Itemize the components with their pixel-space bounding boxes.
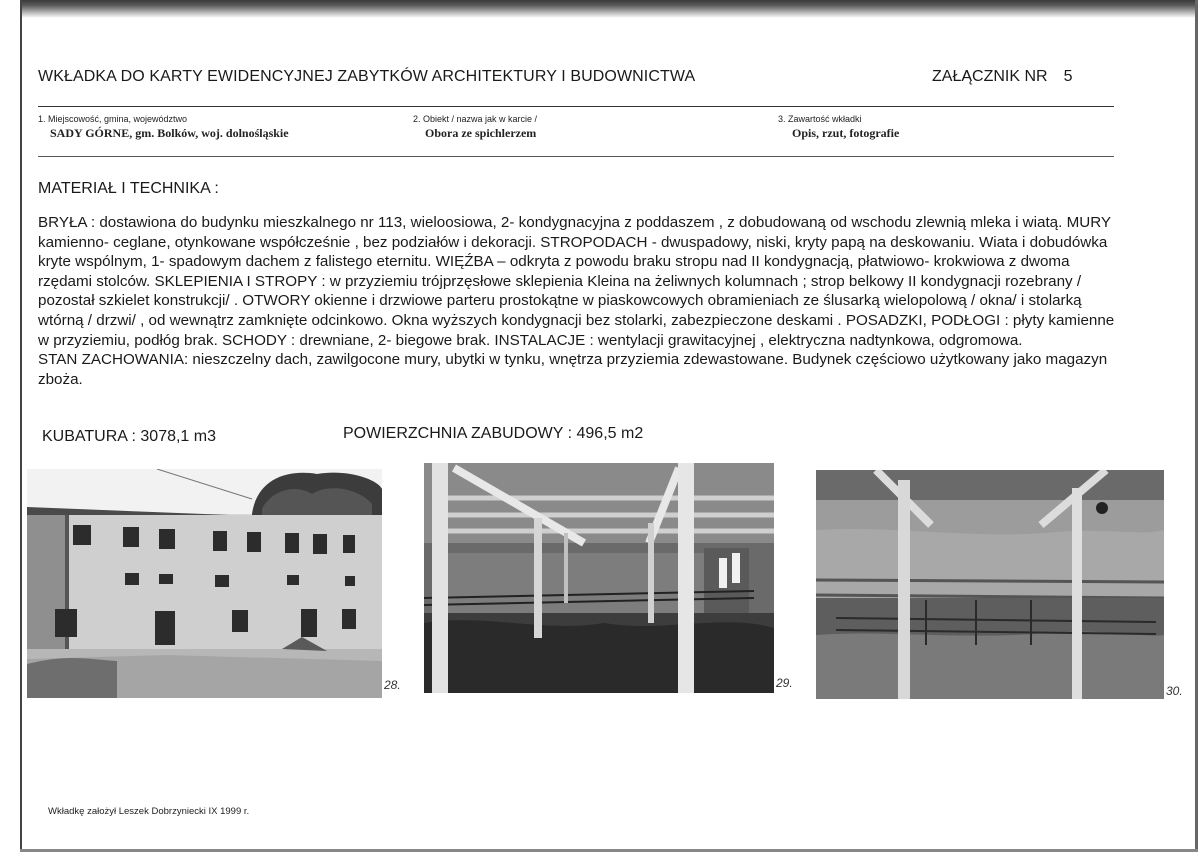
field-object xyxy=(413,114,537,141)
photo-exterior xyxy=(27,469,382,698)
photo-number-30: 30. xyxy=(1166,684,1183,698)
field-object-label: 2. Obiekt / nazwa jak w karcie / xyxy=(413,114,538,124)
document-title: WKŁADKA DO KARTY EWIDENCYJNEJ ZABYTKÓW ARCHITEKTURY I BUDOWNICTWA xyxy=(38,68,696,85)
scan-border-left xyxy=(20,0,22,852)
fields-rule xyxy=(38,156,1114,157)
photo-interior-vault xyxy=(816,470,1164,699)
annex-label: ZAŁĄCZNIK NR xyxy=(932,68,1048,85)
field-location-label: 1. Miejscowość, gmina, województwo xyxy=(38,114,188,124)
field-contents xyxy=(778,114,899,141)
powierzchnia-value: POWIERZCHNIA ZABUDOWY : 496,5 m2 xyxy=(343,425,644,442)
field-contents-label: 3. Zawartość wkładki xyxy=(778,114,862,124)
field-contents-value: Opis, rzut, fotografie xyxy=(792,126,900,140)
footer-author: Wkładkę założył Leszek Dobrzyniecki IX 1999 r. xyxy=(48,806,250,817)
kubatura-value: KUBATURA : 3078,1 m3 xyxy=(42,428,216,445)
photo-number-29: 29. xyxy=(776,676,793,690)
field-location-value: SADY GÓRNE, gm. Bolków, woj. dolnośląskie xyxy=(50,126,289,140)
material-heading: MATERIAŁ I TECHNIKA : xyxy=(38,180,219,197)
header-rule xyxy=(38,106,1114,107)
annex-label-group xyxy=(932,68,1072,86)
photo-interior-columns xyxy=(424,463,774,693)
description-block xyxy=(38,213,1120,389)
scan-border-top xyxy=(20,0,1198,18)
annex-number: 5 xyxy=(1063,68,1073,85)
field-location xyxy=(38,114,289,141)
condition-text: STAN ZACHOWANIA: nieszczelny dach, zawilgocone mury, ubytki w tynku, wnętrza przyziemia zdewastowane. Budynek częściowo użytkowany jako magazyn zboża. xyxy=(38,351,1108,388)
description-text: BRYŁA : dostawiona do budynku mieszkalnego nr 113, wieloosiowa, 2- kondygnacyjna z poddaszem , z dobudowaną od wschodu zlewnią mleka i wiatą. MURY kamienno- ceglane, otynkowane współcześnie , bez podziałów i dekoracji. STROPODACH - dwuspadowy, niski, kryty papą na deskowaniu. Wiata i dobudówka kryte wspólnym, 1- spadowym dachem z falistego eternitu. WIĘŹBA – odkryta z powodu braku stropu nad II kondygnacją, płatwiowo- krokwiowa z dwoma rzędami stolców. SKLEPIENIA I STROPY : w przyziemiu trójprzęsłowe sklepienia Kleina na żeliwnych kolumnach ; strop belkowy II kondygnacji rozebrany / pozostał szkielet konstrukcji/ . OTWORY okienne i drzwiowe parteru prostokątne w piaskowcowych obramieniach ze ślusarką wielopolową / okna/ i stolarką wtórną / drzwi/ , od wewnątrz zamknięte odcinkowo. Okna wyższych kondygnacji bez stolarki, zabezpieczone deskami . POSADZKI, PODŁOGI : płyty kamienne w przyziemiu, podłóg brak. SCHODY : drewniane, 2- biegowe brak. INSTALACJE : wentylacji grawitacyjnej , elektryczna nadtynkowa, odgromowa. xyxy=(38,214,1115,349)
field-object-value: Obora ze spichlerzem xyxy=(425,126,537,140)
photo-number-28: 28. xyxy=(384,678,401,692)
